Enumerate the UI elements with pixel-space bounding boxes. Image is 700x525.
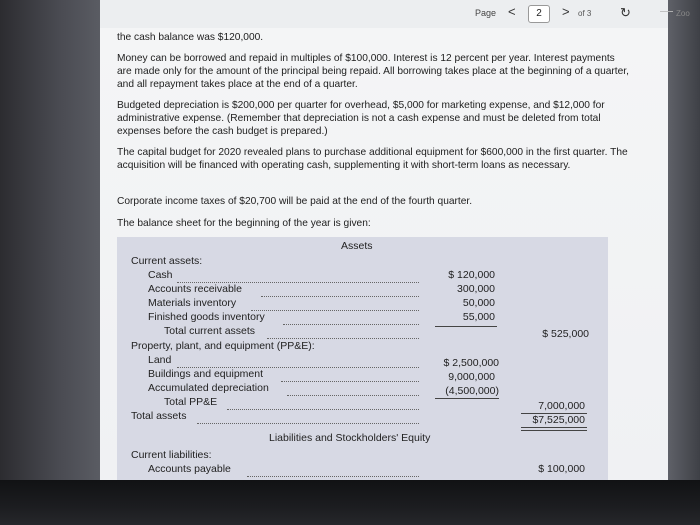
current-liabilities-label: Current liabilities: — [131, 449, 212, 461]
finished-goods-inventory-value: 55,000 — [462, 311, 495, 323]
monitor-bottom-bezel — [0, 480, 700, 525]
monitor-bezel-left — [0, 0, 100, 525]
assets-heading: Assets — [341, 240, 373, 252]
paragraph-depreciation: Budgeted depreciation is $200,000 per quarter for overhead, $5,000 for marketing expense, and $12,000 for administrative expense. (Remember that depreciation is not a cash expense and must be deleted from total expenses before the cash budget is prepared.) — [117, 100, 605, 137]
leader-dots — [261, 296, 419, 297]
refresh-icon[interactable]: ↻ — [620, 5, 631, 20]
total-ppe-value: 7,000,000 — [538, 400, 585, 412]
leader-dots — [267, 338, 419, 339]
buildings-equipment-label: Buildings and equipment — [148, 368, 263, 380]
land-label: Land — [148, 354, 172, 366]
next-page-icon[interactable]: > — [562, 4, 570, 19]
balance-sheet-table — [117, 237, 608, 480]
page-count-label: of 3 — [578, 9, 592, 18]
materials-inventory-label: Materials inventory — [148, 297, 237, 309]
leader-dots — [287, 395, 419, 396]
paragraph-borrowing: Money can be borrowed and repaid in multiples of $100,000. Interest is 12 percent per year. Interest payments are made only for the amount of the principal being repaid. All borrowing takes place at the beginning of a quarter, and all repayment takes place at the end of a quarter. — [117, 53, 629, 90]
total-ppe-label: Total PP&E — [164, 396, 218, 408]
cash-label: Cash — [148, 269, 173, 281]
liabilities-equity-heading: Liabilities and Stockholders' Equity — [269, 432, 431, 444]
accounts-payable-label: Accounts payable — [148, 463, 231, 475]
monitor-bezel-right — [668, 0, 700, 525]
page-number-input[interactable]: 2 — [528, 5, 550, 23]
leader-dots — [227, 409, 419, 410]
accumulated-depreciation-label: Accumulated depreciation — [148, 382, 269, 394]
total-current-assets-label: Total current assets — [164, 325, 256, 337]
subtotal-underline — [435, 326, 497, 327]
leader-dots — [251, 310, 419, 311]
subtotal-underline — [435, 398, 499, 399]
paragraph-cash-balance: the cash balance was $120,000. — [117, 32, 264, 43]
leader-dots — [197, 423, 419, 424]
previous-page-icon[interactable]: < — [508, 4, 516, 19]
accumulated-depreciation-value: (4,500,000) — [445, 385, 499, 397]
total-assets-value: $7,525,000 — [532, 414, 585, 426]
buildings-equipment-value: 9,000,000 — [448, 371, 495, 383]
total-assets-label: Total assets — [131, 410, 187, 422]
zoom-out-icon[interactable]: — — [660, 3, 673, 18]
land-value: $ 2,500,000 — [443, 357, 499, 369]
total-current-assets-value: $ 525,000 — [542, 328, 589, 340]
page-label: Page — [475, 8, 497, 18]
paragraph-income-taxes: Corporate income taxes of $20,700 will be paid at the end of the fourth quarter. — [117, 196, 473, 207]
accounts-receivable-label: Accounts receivable — [148, 283, 242, 295]
finished-goods-inventory-label: Finished goods inventory — [148, 311, 265, 323]
ppe-label: Property, plant, and equipment (PP&E): — [131, 340, 315, 352]
leader-dots — [283, 324, 419, 325]
paragraph-capital-budget: The capital budget for 2020 revealed plans to purchase additional equipment for $600,000 in the first quarter. The acquisition will be financed with operating cash, supplementing it with short-term loans as necessary. — [117, 147, 628, 171]
cash-value: $ 120,000 — [448, 269, 495, 281]
accounts-receivable-value: 300,000 — [457, 283, 495, 295]
total-double-underline — [521, 430, 587, 431]
materials-inventory-value: 50,000 — [462, 297, 495, 309]
paragraph-balance-sheet-intro: The balance sheet for the beginning of the year is given: — [117, 218, 371, 229]
accounts-payable-value: $ 100,000 — [538, 463, 585, 475]
leader-dots — [247, 476, 419, 477]
total-double-underline — [521, 427, 587, 428]
zoom-label: Zoo — [676, 9, 690, 18]
current-assets-label: Current assets: — [131, 255, 203, 267]
leader-dots — [281, 381, 419, 382]
